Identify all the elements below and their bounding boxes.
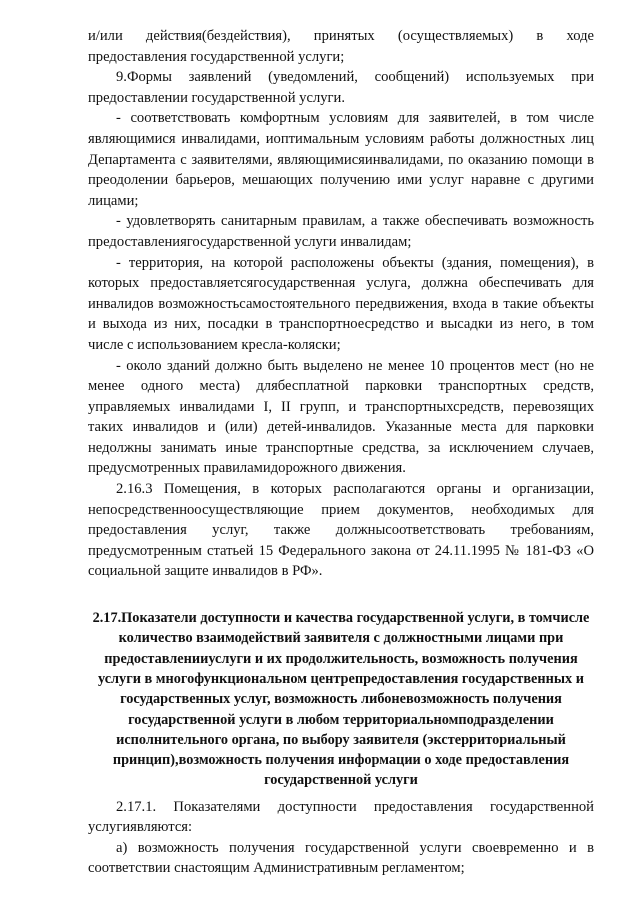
paragraph-sanitary: - удовлетворять санитарным правилам, а также обеспечивать возможность предоставлениягосударственной услуги инвалидам; [88, 213, 594, 250]
document-body [88, 26, 594, 879]
paragraph-comfort: - соответствовать комфортным условиям для заявителей, в том числе являющимися инвалидами, иоптимальным условиям работы должностных лиц Департамента с заявителями, являющимисяинвалидами, по оказанию помощи в преодолении барьеров, мешающих получению ими услуг наравне с другими лицами; [88, 110, 594, 209]
section-heading: 2.17.Показатели доступности и качества государственной услуги, в томчисле количество взаимодействий заявителя с должностными лицами при предоставленииуслуги и их продолжительность, возможность получения услуги в многофункциональном центрепредоставления государственных и государственных услуг, возможность либоневозможность получения государственной услуги в любом территориальномподразделении исполнительного органа, по выбору заявителя (экстерриториальный принцип),возможность получения информации о ходе предоставления государственной услуги [92, 610, 590, 789]
paragraph-forms: 9.Формы заявлений (уведомлений, сообщений) используемых при предоставлении государственной услуги. [88, 69, 594, 106]
paragraph-indicators: 2.17.1. Показателями доступности предоставления государственной услугиявляются: [88, 798, 594, 836]
paragraph-timely: а) возможность получения государственной услуги своевременно и в соответствии снастоящим Административным регламентом; [88, 839, 594, 877]
paragraph-premises: 2.16.3 Помещения, в которых располагаются органы и организации, непосредственноосуществляющие прием документов, необходимых для предоставления услуг, также должнысоответствовать требованиям, предусмотренным статьей 15 Федерального закона от 24.11.1995 № 181-ФЗ «О социальной защите инвалидов в РФ». [88, 481, 594, 580]
paragraph-territory: - территория, на которой расположены объекты (здания, помещения), в которых предоставляетсягосударственная услуга, должна обеспечивать для инвалидов возможностьсамостоятельного передвижения, входа в такие объекты и выхода из них, посадки в транспортноесредство и высадки из него, в том числе с использованием кресла-коляски; [88, 254, 594, 353]
paragraph-actions: и/или действия(бездействия), принятых (осуществляемых) в ходе предоставления государственной услуги; [88, 28, 594, 65]
paragraph-parking: - около зданий должно быть выделено не менее 10 процентов мест (но не менее одного места) длябесплатной парковки транспортных средств, управляемых инвалидами I, II групп, и транспортныхсредств, перевозящих таких инвалидов и (или) детей-инвалидов. Указанные места для парковки недолжны занимать иные транспортные средства, за исключением случаев, предусмотренных правиламидорожного движения. [88, 357, 594, 477]
